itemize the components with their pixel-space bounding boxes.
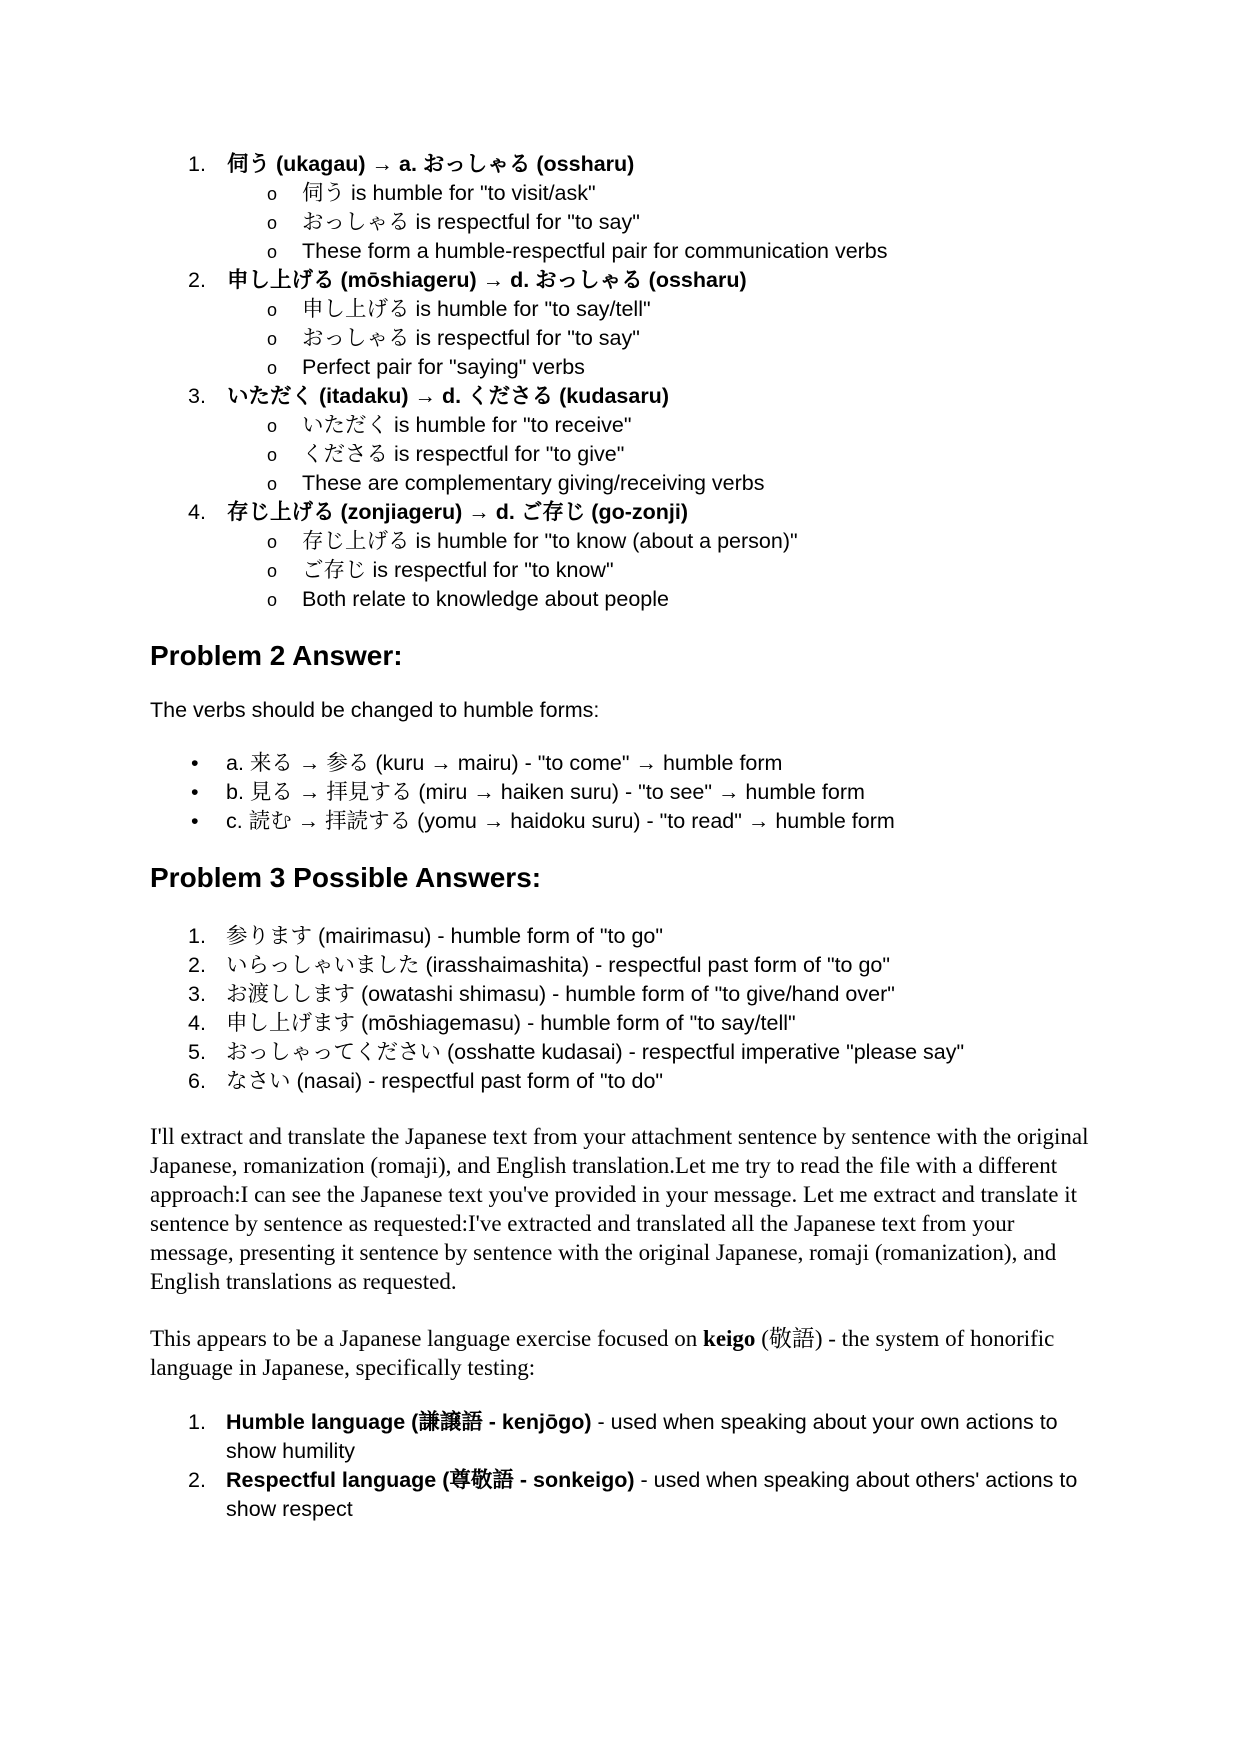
item-title: 申し上げる (mōshiageru) → d. おっしゃる (ossharu) bbox=[227, 268, 747, 292]
sub-item-text: いただく is humble for "to receive" bbox=[302, 413, 632, 437]
sub-list bbox=[227, 179, 1100, 266]
keigo-intro-paragraph bbox=[150, 1324, 1100, 1382]
sub-item-text: These are complementary giving/receiving verbs bbox=[302, 471, 765, 495]
bullet-icon: o bbox=[267, 329, 278, 349]
list-item bbox=[150, 1067, 1100, 1096]
sub-item-text: 申し上げる is humble for "to say/tell" bbox=[302, 297, 651, 321]
matching-answers-list bbox=[150, 150, 1100, 614]
keigo-type-description: - used when speaking about your own actions to show humility bbox=[226, 1410, 1058, 1463]
sub-item-text: おっしゃる is respectful for "to say" bbox=[302, 210, 640, 234]
sub-item-text: おっしゃる is respectful for "to say" bbox=[302, 326, 640, 350]
list-item bbox=[150, 749, 1100, 778]
bullet-icon: o bbox=[267, 184, 278, 204]
list-item-text: 申し上げます (mōshiagemasu) - humble form of "to say/tell" bbox=[226, 1011, 796, 1035]
sub-item-text: These form a humble-respectful pair for communication verbs bbox=[302, 239, 888, 263]
document-page bbox=[150, 150, 1100, 1524]
list-item bbox=[150, 807, 1100, 836]
paragraph-text: This appears to be a Japanese language exercise focused on bbox=[150, 1326, 704, 1351]
bullet-icon: • bbox=[191, 809, 199, 833]
sub-item bbox=[227, 411, 1100, 440]
sub-list bbox=[227, 527, 1100, 614]
sub-item-text: ご存じ is respectful for "to know" bbox=[302, 558, 614, 582]
item-number: 2. bbox=[188, 1468, 206, 1492]
sub-item bbox=[227, 295, 1100, 324]
bullet-icon: o bbox=[267, 474, 278, 494]
list-item bbox=[150, 498, 1100, 614]
list-item-text: c. 読む → 拝読する (yomu → haidoku suru) - "to read" → humble form bbox=[226, 809, 895, 833]
problem2-intro: The verbs should be changed to humble forms: bbox=[150, 698, 600, 722]
list-item bbox=[150, 778, 1100, 807]
sub-item-text: くださる is respectful for "to give" bbox=[302, 442, 625, 466]
explanation-paragraph: I'll extract and translate the Japanese text from your attachment sentence by sentence with the original Japanese, romanization (romaji), and English translation.Let me try to read the file with a different approach:I can see the Japanese text you've provided in your message. Let me extract and translate it sentence by sentence as requested:I've extracted and translated all the Japanese text from your message, presenting it sentence by sentence with the original Japanese, romaji (romanization), and English translations as requested. bbox=[150, 1124, 1089, 1294]
item-number: 1. bbox=[188, 1410, 206, 1434]
bullet-icon: o bbox=[267, 300, 278, 320]
bullet-icon: o bbox=[267, 358, 278, 378]
list-item bbox=[150, 382, 1100, 498]
problem3-list bbox=[150, 922, 1100, 1096]
item-number: 2. bbox=[188, 268, 206, 292]
problem2-heading: Problem 2 Answer: bbox=[150, 640, 403, 671]
list-item-text: いらっしゃいました (irasshaimashita) - respectful past form of "to go" bbox=[226, 953, 891, 977]
list-item bbox=[150, 922, 1100, 951]
keigo-type-description: - used when speaking about others' actions to show respect bbox=[226, 1468, 1078, 1521]
item-number: 4. bbox=[188, 500, 206, 524]
sub-list bbox=[227, 411, 1100, 498]
list-item-text: a. 来る → 参る (kuru → mairu) - "to come" → humble form bbox=[226, 751, 783, 775]
keigo-type-name: Humble language (謙譲語 - kenjōgo) bbox=[226, 1410, 592, 1434]
list-item bbox=[150, 1038, 1100, 1067]
sub-item bbox=[227, 440, 1100, 469]
bullet-icon: o bbox=[267, 590, 278, 610]
item-number: 2. bbox=[188, 953, 206, 977]
list-item-text: なさい (nasai) - respectful past form of "to do" bbox=[226, 1069, 664, 1093]
list-item bbox=[150, 1009, 1100, 1038]
sub-item bbox=[227, 179, 1100, 208]
keigo-types-list bbox=[150, 1408, 1100, 1524]
list-item-text: お渡しします (owatashi shimasu) - humble form of "to give/hand over" bbox=[226, 982, 895, 1006]
sub-item bbox=[227, 324, 1100, 353]
sub-item bbox=[227, 527, 1100, 556]
bullet-icon: o bbox=[267, 416, 278, 436]
problem3-heading: Problem 3 Possible Answers: bbox=[150, 862, 542, 893]
list-item-text: おっしゃってください (osshatte kudasai) - respectful imperative "please say" bbox=[226, 1040, 965, 1064]
bullet-icon: o bbox=[267, 532, 278, 552]
bullet-icon: o bbox=[267, 445, 278, 465]
item-number: 5. bbox=[188, 1040, 206, 1064]
list-item bbox=[150, 980, 1100, 1009]
sub-item bbox=[227, 208, 1100, 237]
sub-item-text: Perfect pair for "saying" verbs bbox=[302, 355, 585, 379]
keigo-type-name: Respectful language (尊敬語 - sonkeigo) bbox=[226, 1468, 635, 1492]
item-number: 1. bbox=[188, 924, 206, 948]
item-number: 6. bbox=[188, 1069, 206, 1093]
bullet-icon: o bbox=[267, 561, 278, 581]
paragraph-text: (敬語) - the system of honorific language in Japanese, specifically testing: bbox=[150, 1326, 1055, 1380]
bullet-icon: • bbox=[191, 780, 199, 804]
sub-item bbox=[227, 469, 1100, 498]
sub-item bbox=[227, 585, 1100, 614]
list-item bbox=[150, 951, 1100, 980]
list-item-text: 参ります (mairimasu) - humble form of "to go" bbox=[226, 924, 664, 948]
problem2-list bbox=[150, 749, 1100, 836]
bullet-icon: o bbox=[267, 213, 278, 233]
list-item bbox=[150, 1408, 1100, 1466]
sub-item-text: Both relate to knowledge about people bbox=[302, 587, 669, 611]
bullet-icon: o bbox=[267, 242, 278, 262]
item-number: 3. bbox=[188, 982, 206, 1006]
item-title: 存じ上げる (zonjiageru) → d. ご存じ (go-zonji) bbox=[227, 500, 689, 524]
keigo-term: keigo bbox=[703, 1326, 756, 1351]
sub-item-text: 存じ上げる is humble for "to know (about a person)" bbox=[302, 529, 798, 553]
sub-list bbox=[227, 295, 1100, 382]
list-item-text: b. 見る → 拝見する (miru → haiken suru) - "to see" → humble form bbox=[226, 780, 865, 804]
sub-item bbox=[227, 556, 1100, 585]
item-title: 伺う (ukagau) → a. おっしゃる (ossharu) bbox=[227, 152, 635, 176]
item-number: 3. bbox=[188, 384, 206, 408]
item-number: 1. bbox=[188, 152, 206, 176]
sub-item bbox=[227, 353, 1100, 382]
sub-item-text: 伺う is humble for "to visit/ask" bbox=[302, 181, 596, 205]
bullet-icon: • bbox=[191, 751, 199, 775]
item-title: いただく (itadaku) → d. くださる (kudasaru) bbox=[227, 384, 669, 408]
list-item bbox=[150, 1466, 1100, 1524]
item-number: 4. bbox=[188, 1011, 206, 1035]
list-item bbox=[150, 266, 1100, 382]
sub-item bbox=[227, 237, 1100, 266]
list-item bbox=[150, 150, 1100, 266]
